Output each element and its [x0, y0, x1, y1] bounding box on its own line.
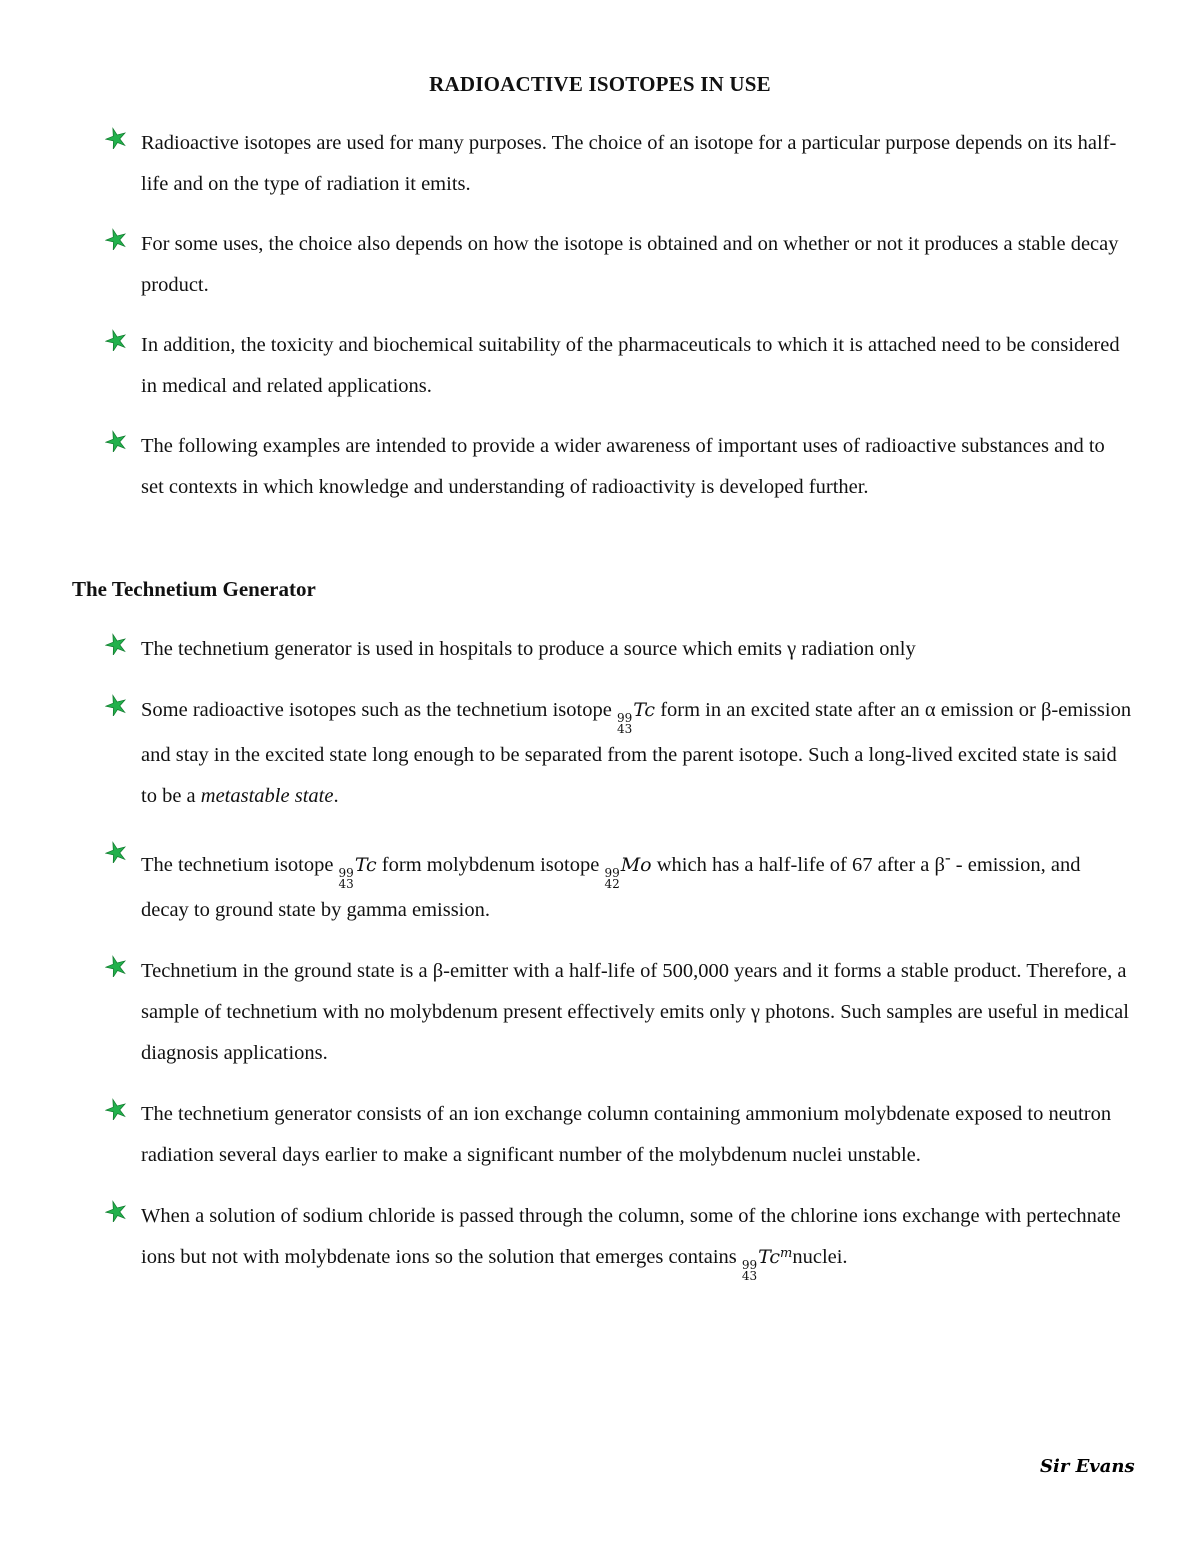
signature: Sir Evans: [1040, 1456, 1135, 1477]
star-bullet-icon: [105, 694, 129, 718]
bullet-text: For some uses, the choice also depends on how the isotope is obtained and on whether or not it produces a stable decay product.: [141, 233, 1119, 296]
list-item: [0, 1196, 1200, 1282]
technetium-isotope-notation: [617, 690, 655, 735]
bullet-text: Radioactive isotopes are used for many purposes. The choice of an isotope for a particular purpose depends on its half-life and on the type of radiation it emits.: [141, 132, 1117, 195]
star-bullet-icon: [105, 1200, 129, 1224]
bullet-text: In addition, the toxicity and biochemical suitability of the pharmaceuticals to which it is attached need to be considered in medical and related applications.: [141, 334, 1120, 397]
element-symbol: Tc: [633, 699, 656, 721]
bullet-text-middle: form molybdenum isotope: [376, 853, 605, 876]
bullet-text-middle: form in an excited state after an α emission or β-emission and stay in the excited state long enough to be separated from the parent isotope. Such a long-lived excited state is said to be a: [141, 699, 1132, 807]
star-bullet-icon: [105, 127, 129, 151]
bullet-text-end: .: [333, 785, 339, 807]
emphasized-term: metastable state: [200, 785, 334, 807]
atomic-number: 43: [616, 722, 633, 736]
list-item: [0, 325, 1200, 407]
element-symbol: Tc: [354, 853, 377, 876]
page-title: RADIOACTIVE ISOTOPES IN USE: [429, 72, 771, 96]
element-symbol: Tc: [758, 1245, 781, 1268]
list-item: [0, 690, 1200, 817]
bullet-text: The technetium generator consists of an ion exchange column containing ammonium molybdenate exposed to neutron radiation several days earlier to make a significant number of the molybdenum nuclei unstable.: [141, 1102, 1112, 1166]
list-item: [0, 123, 1200, 205]
list-item: [0, 426, 1200, 508]
list-item: [0, 951, 1200, 1074]
metastable-superscript: m: [780, 1245, 793, 1261]
bullet-text: The technetium generator is used in hospitals to produce a source which emits γ radiation only: [141, 638, 916, 660]
metastable-technetium-notation: [742, 1237, 792, 1282]
mass-number: 99: [616, 711, 633, 725]
bullet-text-end: nuclei.: [792, 1245, 848, 1268]
bullet-text: The following examples are intended to provide a wider awareness of important uses of radioactive substances and to set contexts in which knowledge and understanding of radioactivity is developed further.: [141, 435, 1105, 498]
list-item: [0, 1094, 1200, 1176]
star-bullet-icon: [105, 955, 129, 979]
technetium-bullet-list: [0, 629, 1200, 1302]
bullet-text-tail: - emission, and decay to ground state by gamma emission.: [141, 853, 1081, 921]
bullet-text-start: When a solution of sodium chloride is passed through the column, some of the chlorine ions exchange with pertechnate ions but not with molybdenate ions so the solution that emerges contains: [141, 1204, 1121, 1268]
atomic-number: 43: [741, 1268, 758, 1283]
mass-number: 99: [741, 1257, 758, 1272]
atomic-number: 43: [338, 876, 354, 891]
bullet-text-end: which has a half-life of 67 after a β: [651, 853, 945, 876]
star-bullet-icon: [105, 633, 129, 657]
bullet-text: Technetium in the ground state is a β-emitter with a half-life of 500,000 years and it forms a stable product. Therefore, a sample of technetium with no molybdenum present effectively emits only γ photons. Such samples are useful in medical diagnosis applications.: [141, 959, 1129, 1064]
technetium-isotope-notation: [339, 845, 377, 890]
molybdenum-isotope-notation: [604, 845, 651, 890]
element-symbol: Mo: [620, 853, 652, 876]
star-bullet-icon: [105, 1098, 129, 1122]
star-bullet-icon: [105, 329, 129, 353]
section-heading: The Technetium Generator: [72, 577, 316, 601]
mass-number: 99: [604, 865, 620, 880]
list-item: [0, 629, 1200, 670]
bullet-text-start: The technetium isotope: [141, 853, 339, 876]
star-bullet-icon: [105, 228, 129, 252]
list-item: [0, 837, 1200, 931]
star-bullet-icon: [105, 841, 129, 865]
atomic-number: 42: [604, 876, 620, 891]
mass-number: 99: [338, 865, 354, 880]
list-item: [0, 224, 1200, 306]
beta-minus-superscript: -: [944, 848, 951, 867]
star-bullet-icon: [105, 430, 129, 454]
intro-bullet-list: [0, 123, 1200, 527]
bullet-text-start: Some radioactive isotopes such as the technetium isotope: [141, 699, 617, 721]
